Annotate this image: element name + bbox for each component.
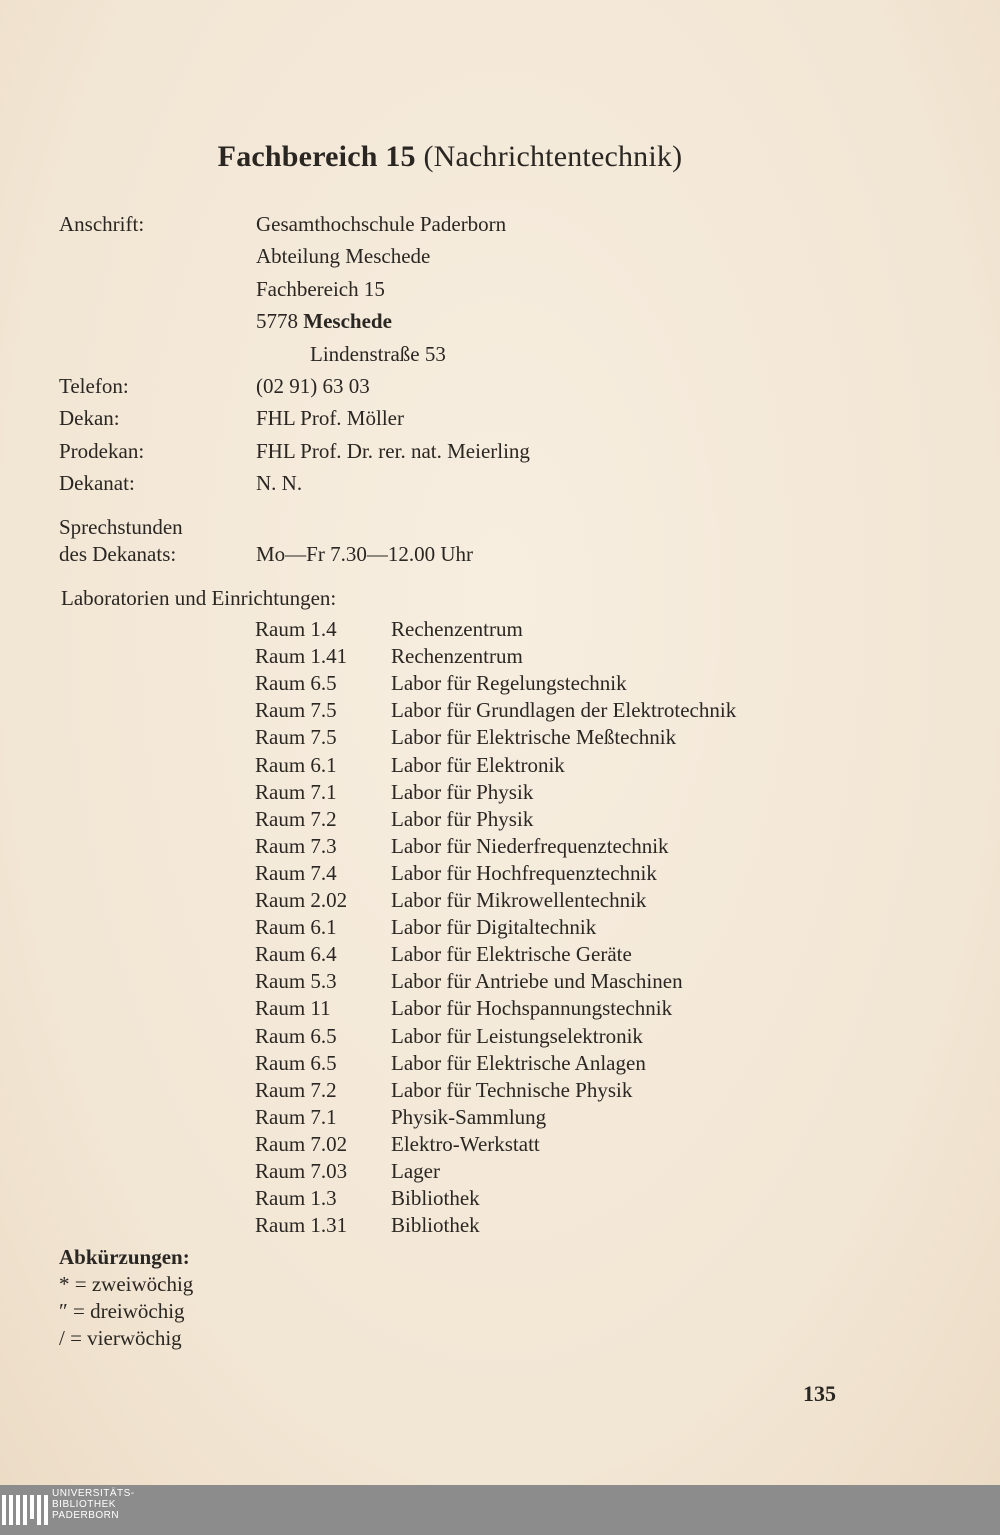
lab-room: Raum 6.5 bbox=[255, 1051, 337, 1075]
address-city: Meschede bbox=[303, 309, 392, 333]
address-street: Lindenstraße 53 bbox=[310, 342, 446, 366]
page-number: 135 bbox=[803, 1381, 836, 1406]
lab-room: Raum 6.5 bbox=[255, 1024, 337, 1048]
lab-room: Raum 7.03 bbox=[255, 1159, 348, 1183]
abbreviation-item: * = zweiwöchig bbox=[59, 1272, 194, 1296]
lab-name: Labor für Elektrische Anlagen bbox=[391, 1051, 646, 1075]
lab-room: Raum 7.5 bbox=[255, 698, 337, 722]
lab-room: Raum 7.02 bbox=[255, 1132, 348, 1156]
lab-name: Labor für Regelungstechnik bbox=[391, 671, 627, 695]
sprechstunden-value: Mo—Fr 7.30—12.00 Uhr bbox=[256, 542, 474, 566]
lab-room: Raum 7.1 bbox=[255, 1105, 337, 1129]
lab-name: Labor für Physik bbox=[391, 807, 534, 831]
logo-line-2: BIBLIOTHEK bbox=[52, 1499, 116, 1510]
abbreviation-item: / = vierwöchig bbox=[59, 1326, 182, 1350]
lab-room: Raum 11 bbox=[255, 996, 331, 1020]
lab-room: Raum 1.41 bbox=[255, 644, 348, 668]
title-bold: Fachbereich 15 bbox=[217, 140, 416, 173]
lab-name: Rechenzentrum bbox=[391, 617, 523, 641]
lab-name: Bibliothek bbox=[391, 1186, 480, 1210]
lab-room: Raum 7.5 bbox=[255, 725, 337, 749]
address-city-line bbox=[256, 309, 392, 334]
logo-line-3: PADERBORN bbox=[52, 1510, 120, 1521]
lab-name: Elektro-Werkstatt bbox=[391, 1132, 540, 1156]
labs-heading: Laboratorien und Einrichtungen: bbox=[61, 586, 337, 610]
lab-name: Labor für Mikrowellentechnik bbox=[391, 888, 647, 912]
lab-name: Bibliothek bbox=[391, 1213, 480, 1237]
lab-room: Raum 6.1 bbox=[255, 915, 337, 939]
prodekan-label: Prodekan: bbox=[59, 439, 145, 463]
lab-name: Physik-Sammlung bbox=[391, 1105, 547, 1129]
page-title bbox=[0, 140, 900, 174]
lab-name: Labor für Grundlagen der Elektrotechnik bbox=[391, 698, 737, 722]
address-zip: 5778 bbox=[256, 309, 298, 333]
address-line-2: Abteilung Meschede bbox=[256, 244, 431, 268]
prodekan-value: FHL Prof. Dr. rer. nat. Meierling bbox=[256, 439, 530, 463]
lab-room: Raum 1.4 bbox=[255, 617, 337, 641]
telefon-label: Telefon: bbox=[59, 374, 129, 398]
lab-room: Raum 1.31 bbox=[255, 1213, 348, 1237]
lab-name: Labor für Technische Physik bbox=[391, 1078, 633, 1102]
anschrift-label: Anschrift: bbox=[59, 212, 145, 236]
lab-name: Labor für Niederfrequenztechnik bbox=[391, 834, 669, 858]
library-footer-bar bbox=[0, 1485, 1000, 1535]
lab-room: Raum 6.1 bbox=[255, 753, 337, 777]
library-logo-icon bbox=[2, 1495, 48, 1525]
library-logo-text bbox=[52, 1488, 135, 1521]
lab-name: Labor für Digitaltechnik bbox=[391, 915, 597, 939]
dekan-value: FHL Prof. Möller bbox=[256, 406, 404, 430]
lab-name: Labor für Leistungselektronik bbox=[391, 1024, 643, 1048]
lab-room: Raum 7.2 bbox=[255, 1078, 337, 1102]
lab-name: Labor für Elektronik bbox=[391, 753, 565, 777]
lab-room: Raum 7.3 bbox=[255, 834, 337, 858]
lab-name: Labor für Elektrische Geräte bbox=[391, 942, 632, 966]
abbreviation-item: ″ = dreiwöchig bbox=[59, 1299, 185, 1323]
dekanat-label: Dekanat: bbox=[59, 471, 135, 495]
sprechstunden-label-2: des Dekanats: bbox=[59, 542, 177, 566]
lab-name: Labor für Hochfrequenztechnik bbox=[391, 861, 657, 885]
lab-name: Labor für Physik bbox=[391, 780, 534, 804]
lab-room: Raum 2.02 bbox=[255, 888, 348, 912]
lab-name: Rechenzentrum bbox=[391, 644, 523, 668]
lab-room: Raum 5.3 bbox=[255, 969, 337, 993]
logo-line-1: UNIVERSITÄTS- bbox=[52, 1488, 135, 1499]
lab-room: Raum 7.2 bbox=[255, 807, 337, 831]
lab-name: Labor für Hochspannungstechnik bbox=[391, 996, 673, 1020]
lab-room: Raum 6.5 bbox=[255, 671, 337, 695]
address-line-3: Fachbereich 15 bbox=[256, 277, 385, 301]
lab-name: Labor für Elektrische Meßtechnik bbox=[391, 725, 677, 749]
lab-room: Raum 6.4 bbox=[255, 942, 337, 966]
lab-room: Raum 7.1 bbox=[255, 780, 337, 804]
lab-room: Raum 7.4 bbox=[255, 861, 337, 885]
dekan-label: Dekan: bbox=[59, 406, 120, 430]
abbreviations-heading: Abkürzungen: bbox=[59, 1245, 190, 1269]
title-rest: (Nachrichtentechnik) bbox=[423, 140, 683, 173]
address-line-1: Gesamthochschule Paderborn bbox=[256, 212, 507, 236]
telefon-value: (02 91) 63 03 bbox=[256, 374, 370, 398]
lab-name: Lager bbox=[391, 1159, 440, 1183]
lab-room: Raum 1.3 bbox=[255, 1186, 337, 1210]
sprechstunden-label-1: Sprechstunden bbox=[59, 515, 183, 539]
dekanat-value: N. N. bbox=[256, 471, 303, 495]
lab-name: Labor für Antriebe und Maschinen bbox=[391, 969, 683, 993]
